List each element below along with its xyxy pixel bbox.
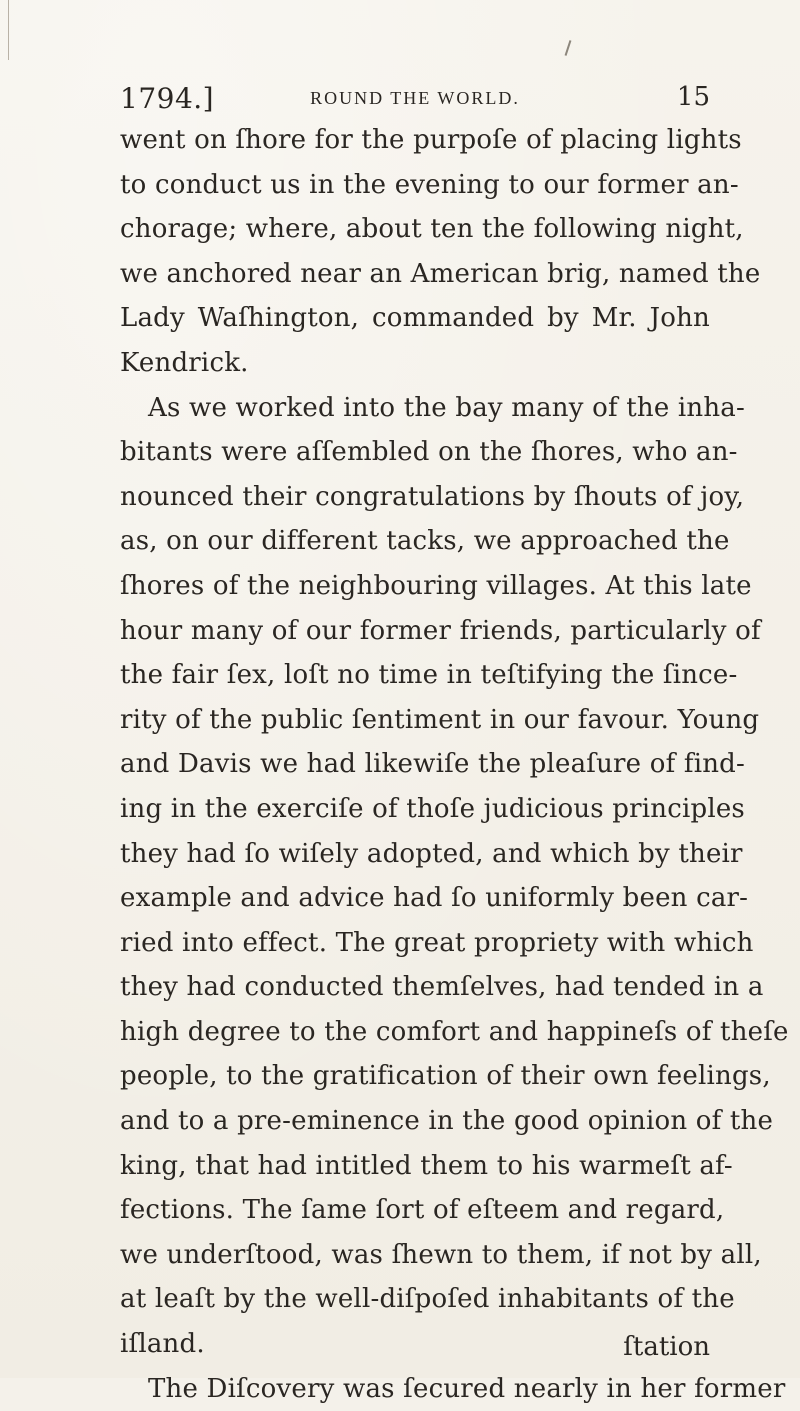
header-year: 1794.] — [120, 82, 215, 115]
running-head — [120, 78, 710, 118]
text-line: and Davis we had likewiſe the pleaſure of find- — [120, 749, 745, 780]
text-line: they had conducted themſelves, had tended in a — [120, 972, 764, 1003]
text-line: high degree to the comfort and happineſs of theſe — [120, 1016, 789, 1047]
text-line: and to a pre-eminence in the good opinion of the — [120, 1106, 774, 1137]
text-line: we anchored near an American brig, named the — [120, 258, 761, 289]
text-line: bitants were aſſembled on the ſhores, who an- — [120, 437, 738, 468]
text-line: nounced their congratulations by ſhouts of joy, — [120, 481, 745, 512]
body-text — [120, 118, 789, 1411]
text-line: hour many of our former friends, particularly of — [120, 615, 761, 646]
text-line: went on ſhore for the purpoſe of placing lights — [120, 125, 742, 155]
text-line: fections. The ſame ſort of eſteem and regard, — [120, 1195, 725, 1226]
pencil-mark — [565, 40, 572, 56]
text-line: chorage; where, about ten the following night, — [120, 214, 744, 245]
page-number: 15 — [676, 82, 710, 112]
text-line: iſland. — [120, 1329, 205, 1360]
text-line: the fair ſex, loſt no time in teſtifying the ſince- — [120, 660, 738, 691]
text-line: Lady Waſhington, commanded by Mr. John — [120, 303, 710, 334]
text-line: to conduct us in the evening to our former an- — [120, 169, 739, 200]
text-line: king, that had intitled them to his warmeſt af- — [120, 1150, 733, 1181]
paragraph-start-line: The Diſcovery was ſecured nearly in her former — [148, 1373, 786, 1404]
page-edge-line — [8, 0, 9, 60]
text-line: rity of the public ſentiment in our favour. Young — [120, 704, 760, 735]
header-title: ROUND THE WORLD. — [310, 88, 520, 108]
text-line: ſhores of the neighbouring villages. At this late — [120, 570, 752, 601]
text-line: ing in the exerciſe of thoſe judicious principles — [120, 793, 745, 824]
text-line: ried into effect. The great propriety with which — [120, 927, 754, 958]
text-line: Kendrick. — [120, 347, 249, 378]
text-line: at leaſt by the well-diſpoſed inhabitants of the — [120, 1284, 735, 1315]
text-line: example and advice had ſo uniformly been car- — [120, 883, 749, 914]
catchword: ſtation — [623, 1332, 710, 1362]
text-line: as, on our different tacks, we approached the — [120, 526, 730, 557]
text-line: people, to the gratification of their own feelings, — [120, 1061, 771, 1092]
paragraph-start-line: As we worked into the bay many of the inha- — [148, 392, 745, 423]
text-line: we underſtood, was ſhewn to them, if not by all, — [120, 1239, 762, 1270]
text-line: they had ſo wiſely adopted, and which by their — [120, 838, 743, 869]
